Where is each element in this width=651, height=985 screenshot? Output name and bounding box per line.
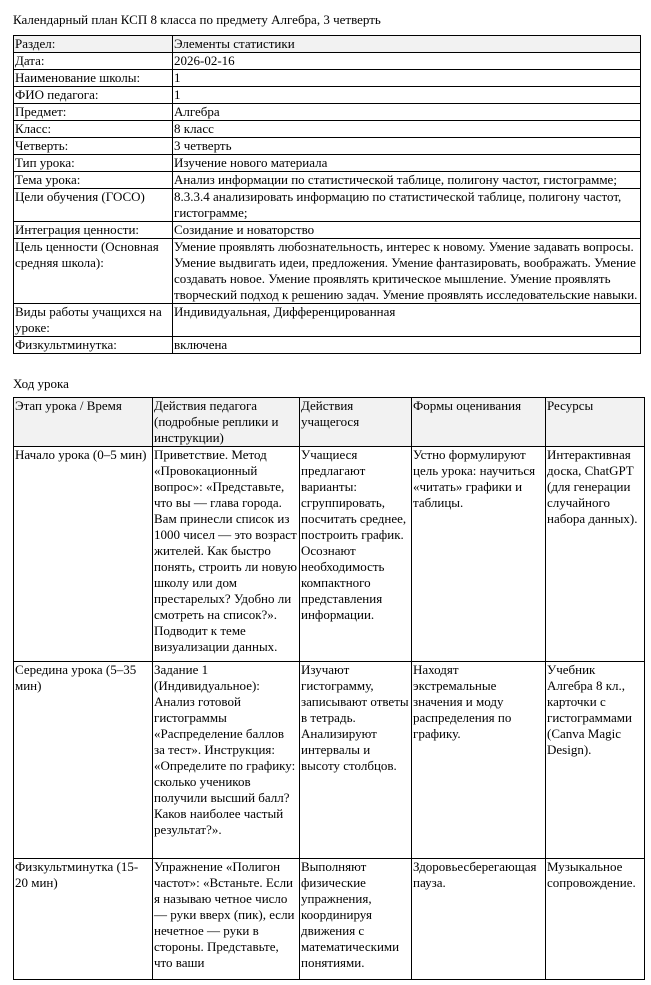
cell-teacher-actions: Задание 1 (Индивидуальное): Анализ готовой гистограммы «Распределение баллов за тест». Инструкция: «Определите по графику: сколько учеников получили высший балл? Каков наиболее частый результат?». bbox=[153, 662, 300, 859]
lesson-flow-title: Ход урока bbox=[13, 376, 69, 391]
info-row bbox=[14, 104, 641, 121]
info-row bbox=[14, 70, 641, 87]
info-value: 2026-02-16 bbox=[173, 53, 641, 70]
info-row bbox=[14, 172, 641, 189]
info-key: ФИО педагога: bbox=[14, 87, 173, 104]
cell-student-actions: Изучают гистограмму, записывают ответы в тетрадь. Анализируют интервалы и высоту столбцов. bbox=[300, 662, 412, 859]
info-row bbox=[14, 239, 641, 304]
info-key: Дата: bbox=[14, 53, 173, 70]
cell-resources: Интерактивная доска, ChatGPT (для генерации случайного набора данных). bbox=[546, 447, 645, 662]
header-student-actions: Действия учащегося bbox=[300, 398, 412, 447]
info-row bbox=[14, 222, 641, 239]
info-value: Умение проявлять любознательность, интерес к новому. Умение задавать вопросы. Умение выдвигать идеи, предложения. Умение фантазировать, воображать. Умение создавать новое. Умение проявлять критическое мышление. Умение проявлять творческий подход к решению задач. Умение проявлять исследовательские навыки. bbox=[173, 239, 641, 304]
info-value: Анализ информации по статистической таблице, полигону частот, гистограмме; bbox=[173, 172, 641, 189]
info-key: Цели обучения (ГОСО) bbox=[14, 189, 173, 222]
info-value: включена bbox=[173, 337, 641, 354]
info-row bbox=[14, 304, 641, 337]
cell-assessment: Находят экстремальные значения и моду распределения по графику. bbox=[412, 662, 546, 859]
document-title: Календарный план КСП 8 класса по предмету Алгебра, 3 четверть bbox=[13, 12, 381, 27]
info-value: Алгебра bbox=[173, 104, 641, 121]
cell-stage: Середина урока (5–35 мин) bbox=[14, 662, 153, 859]
info-value: Созидание и новаторство bbox=[173, 222, 641, 239]
cell-student-actions: Учащиеся предлагают варианты: сгруппировать, посчитать среднее, построить график. Осознают необходимость компактного представления информации. bbox=[300, 447, 412, 662]
info-key: Наименование школы: bbox=[14, 70, 173, 87]
cell-stage: Начало урока (0–5 мин) bbox=[14, 447, 153, 662]
info-key: Тип урока: bbox=[14, 155, 173, 172]
cell-stage: Физкультминутка (15-20 мин) bbox=[14, 859, 153, 980]
info-key: Класс: bbox=[14, 121, 173, 138]
info-value: Изучение нового материала bbox=[173, 155, 641, 172]
lesson-flow-table bbox=[13, 397, 645, 980]
info-key: Четверть: bbox=[14, 138, 173, 155]
flow-header-row bbox=[14, 398, 645, 447]
info-key: Интеграция ценности: bbox=[14, 222, 173, 239]
info-row bbox=[14, 121, 641, 138]
cell-student-actions: Выполняют физические упражнения, координируя движения с математическими понятиями. bbox=[300, 859, 412, 980]
cell-resources: Музыкальное сопровождение. bbox=[546, 859, 645, 980]
info-key: Цель ценности (Основная средняя школа): bbox=[14, 239, 173, 304]
info-key: Виды работы учащихся на уроке: bbox=[14, 304, 173, 337]
info-row bbox=[14, 36, 641, 53]
info-row bbox=[14, 138, 641, 155]
flow-row-exercise bbox=[14, 859, 645, 980]
info-row bbox=[14, 155, 641, 172]
info-value: 8.3.3.4 анализировать информацию по статистической таблице, полигону частот, гистограмме; bbox=[173, 189, 641, 222]
flow-row-middle bbox=[14, 662, 645, 859]
info-key: Тема урока: bbox=[14, 172, 173, 189]
cell-assessment: Устно формулируют цель урока: научиться «читать» графики и таблицы. bbox=[412, 447, 546, 662]
info-key: Раздел: bbox=[14, 36, 173, 53]
info-row bbox=[14, 337, 641, 354]
info-value: 1 bbox=[173, 87, 641, 104]
cell-teacher-actions: Приветствие. Метод «Провокационный вопрос»: «Представьте, что вы — глава города. Вам принесли список из 1000 чисел — это возраст жителей. Как быстро понять, строить ли новую школу или дом престарелых? Удобно ли смотреть на список?». Подводит к теме визуализации данных. bbox=[153, 447, 300, 662]
info-row bbox=[14, 87, 641, 104]
cell-assessment: Здоровьесберегающая пауза. bbox=[412, 859, 546, 980]
info-value: 1 bbox=[173, 70, 641, 87]
info-key: Физкультминутка: bbox=[14, 337, 173, 354]
header-stage-time: Этап урока / Время bbox=[14, 398, 153, 447]
header-assessment: Формы оценивания bbox=[412, 398, 546, 447]
info-row bbox=[14, 189, 641, 222]
cell-teacher-actions: Упражнение «Полигон частот»: «Встаньте. Если я называю четное число — руки вверх (пик), если нечетное — руки в стороны. Представьте, что ваши bbox=[153, 859, 300, 980]
flow-row-start bbox=[14, 447, 645, 662]
header-teacher-actions: Действия педагога (подробные реплики и инструкции) bbox=[153, 398, 300, 447]
info-key: Предмет: bbox=[14, 104, 173, 121]
info-value: Индивидуальная, Дифференцированная bbox=[173, 304, 641, 337]
info-value: 8 класс bbox=[173, 121, 641, 138]
info-value: Элементы статистики bbox=[173, 36, 641, 53]
info-value: 3 четверть bbox=[173, 138, 641, 155]
cell-resources: Учебник Алгебра 8 кл., карточки с гистограммами (Canva Magic Design). bbox=[546, 662, 645, 859]
lesson-info-table bbox=[13, 35, 641, 354]
header-resources: Ресурсы bbox=[546, 398, 645, 447]
info-row bbox=[14, 53, 641, 70]
